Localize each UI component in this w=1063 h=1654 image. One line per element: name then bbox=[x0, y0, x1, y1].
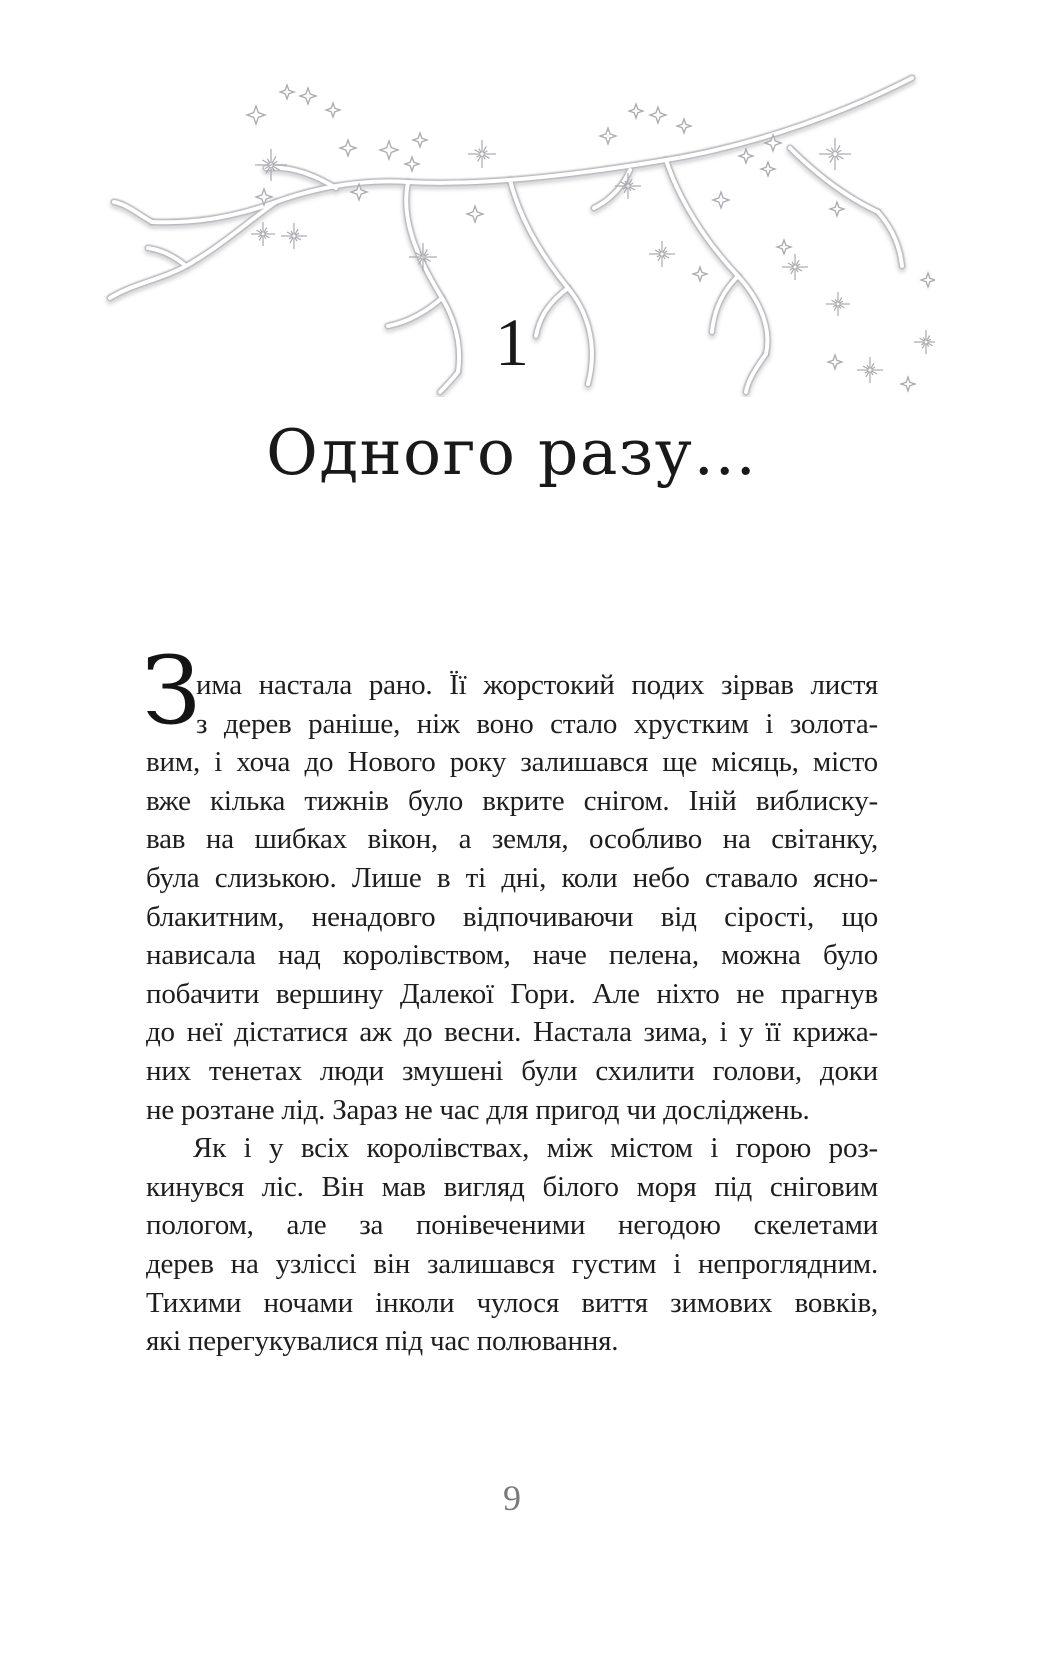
starburst-icon bbox=[819, 138, 851, 170]
sparkle-star-icon bbox=[247, 106, 265, 124]
sparkle-star-icon bbox=[467, 206, 483, 222]
text-line: Як і у всіх королівствах, між містом і горою роз- bbox=[193, 1132, 878, 1165]
text-line: вим, і хоча до Нового року залишався ще місяць, місто bbox=[146, 746, 878, 779]
text-line: има настала рано. Її жорстокий подих зірвав листя bbox=[196, 669, 878, 701]
text-line: не розтане лід. Зараз не час для пригод чи досліджень. bbox=[146, 1093, 810, 1126]
body-text bbox=[142, 637, 878, 1361]
sparkle-star-icon bbox=[777, 240, 791, 254]
text-line: кинувся ліс. Він мав вигляд білого моря під сніговим bbox=[146, 1170, 878, 1203]
sparkle-star-icon bbox=[650, 107, 666, 123]
text-line: Тихими ночами інколи чулося виття зимових вовків, bbox=[146, 1286, 878, 1319]
chapter-title: Одного разу… bbox=[266, 416, 758, 489]
text-line: пологом, але за понівеченими негодою скелетами bbox=[146, 1209, 878, 1242]
sparkle-star-icon bbox=[340, 140, 356, 156]
sparkle-star-icon bbox=[921, 273, 935, 287]
text-line: побачити вершину Далекої Гори. Але ніхто не прагнув bbox=[146, 977, 878, 1010]
starburst-icon bbox=[468, 140, 496, 168]
text-line: до неї дістатися аж до весни. Настала зима, і у її крижа- bbox=[146, 1016, 878, 1049]
sparkle-star-icon bbox=[713, 192, 729, 208]
text-line: вав на шибках вікон, а земля, особливо на світанку, bbox=[146, 823, 878, 856]
text-line: них тенетах люди змушені були схилити голови, доки bbox=[146, 1054, 878, 1087]
sparkle-star-icon bbox=[739, 149, 753, 163]
sparkle-star-icon bbox=[761, 162, 775, 176]
text-line: дерев на узліссі він залишався густим і непроглядним. bbox=[146, 1247, 878, 1280]
chapter-number: 1 bbox=[495, 304, 529, 380]
sparkle-star-icon bbox=[300, 88, 316, 104]
drop-cap-letter: З bbox=[142, 637, 201, 746]
text-line: які перегукувалися під час полювання. bbox=[146, 1325, 619, 1358]
text-line: вже кілька тижнів було вкрите снігом. Іній виблиску- bbox=[146, 784, 878, 817]
starburst-icon bbox=[649, 241, 675, 267]
text-line: була слизькою. Лише в ті дні, коли небо ставало ясно- bbox=[146, 861, 878, 894]
sparkle-star-icon bbox=[693, 267, 707, 281]
starburst-icon bbox=[251, 222, 275, 246]
sparkle-star-icon bbox=[280, 85, 294, 99]
sparkle-star-icon bbox=[405, 157, 419, 171]
text-line: блакитним, ненадовго відпочиваючи від сірості, що bbox=[146, 900, 878, 933]
starburst-icon bbox=[281, 223, 307, 249]
sparkle-star-icon bbox=[600, 128, 616, 144]
sparkle-star-icon bbox=[413, 133, 427, 147]
starburst-icon bbox=[615, 173, 641, 199]
text-line: нависала над королівством, наче пелена, можна було bbox=[146, 939, 878, 972]
sparkle-star-icon bbox=[830, 202, 844, 216]
sparkle-star-icon bbox=[380, 141, 398, 159]
page-number: 9 bbox=[503, 1478, 521, 1518]
sparkle-star-icon bbox=[901, 377, 915, 391]
sparkle-star-icon bbox=[629, 104, 643, 118]
text-line: з дерев раніше, ніж воно стало хрустким і золота- bbox=[196, 707, 878, 740]
sparkle-star-icon bbox=[326, 103, 340, 117]
sparkle-star-icon bbox=[677, 119, 691, 133]
starburst-icon bbox=[782, 254, 808, 280]
starburst-icon bbox=[914, 330, 935, 354]
